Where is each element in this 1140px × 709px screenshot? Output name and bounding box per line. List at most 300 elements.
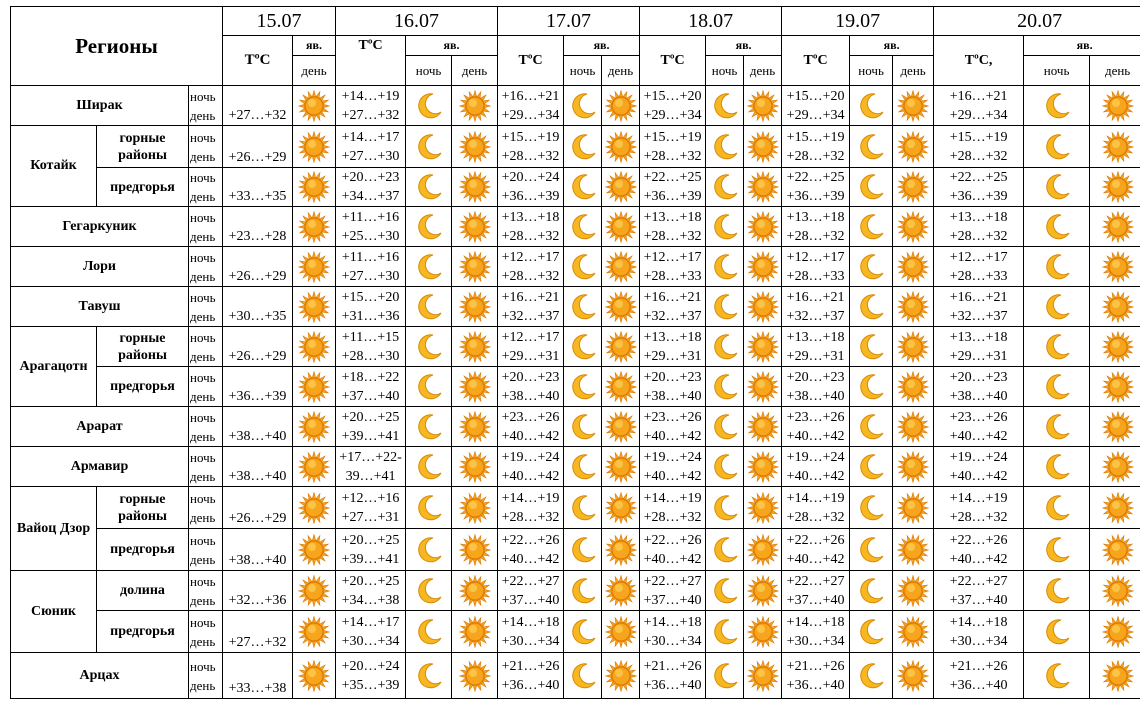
yav-header: яв.: [293, 36, 336, 56]
temp-range: [336, 407, 406, 447]
temp-range: [336, 367, 406, 407]
night-temp: +22…+26: [643, 532, 702, 548]
night-day-label: [189, 367, 223, 407]
temp-range: [640, 611, 706, 653]
night-temp: +21…+26: [501, 658, 560, 674]
night-temp: +22…+25: [786, 170, 845, 185]
subregion-name: предгорья: [97, 168, 189, 207]
day-temp: +27…+31: [341, 509, 400, 525]
night-header: ночь: [564, 56, 602, 86]
night-temp: +16…+21: [949, 289, 1008, 305]
table-row: [11, 611, 1140, 653]
night-temp: +20…+24: [501, 170, 560, 185]
night-day-label: [189, 247, 223, 287]
night-temp: +16…+21: [501, 88, 560, 104]
sun-icon: [744, 327, 782, 367]
sun-icon: [893, 447, 934, 487]
day-label: день: [190, 592, 216, 608]
sun-icon: [893, 247, 934, 287]
moon-icon: [706, 247, 744, 287]
sun-icon: [893, 327, 934, 367]
yav-header: яв.: [406, 36, 498, 56]
moon-icon: [1024, 487, 1090, 529]
regions-header: Регионы: [11, 7, 223, 86]
temp-range: [782, 653, 850, 699]
moon-icon: [564, 487, 602, 529]
day-label: день: [190, 677, 216, 693]
moon-icon: [564, 367, 602, 407]
moon-icon: [1024, 287, 1090, 327]
temp-range: [782, 287, 850, 327]
moon-icon: [406, 168, 452, 207]
moon-icon: [1024, 168, 1090, 207]
day-temp: +37…+40: [643, 592, 702, 608]
night-temp: +22…+26: [949, 532, 1008, 548]
temp-range: [782, 487, 850, 529]
night-temp: +13…+18: [643, 329, 702, 345]
date-header: 16.07: [336, 7, 498, 36]
sun-icon: [602, 126, 640, 168]
day-temp: +38…+40: [643, 388, 702, 404]
day-header: день: [893, 56, 934, 86]
moon-icon: [1024, 126, 1090, 168]
sun-icon: [602, 287, 640, 327]
temp-range: [498, 126, 564, 168]
temp-range: [934, 653, 1024, 699]
night-header: ночь: [850, 56, 893, 86]
sun-icon: [1090, 247, 1140, 287]
temp-range: [336, 207, 406, 247]
table-row: [11, 447, 1140, 487]
temp-range: [782, 207, 850, 247]
sun-icon: [744, 447, 782, 487]
date-header: 18.07: [640, 7, 782, 36]
sun-icon: [893, 86, 934, 126]
subregion-name: горные районы: [97, 327, 189, 367]
temp-range: [336, 287, 406, 327]
sun-icon: [893, 367, 934, 407]
moon-icon: [1024, 447, 1090, 487]
night-label: ночь: [190, 209, 216, 225]
night-temp: +22…+25: [643, 170, 702, 185]
moon-icon: [564, 168, 602, 207]
date-header: 15.07: [223, 7, 336, 36]
sun-icon: [1090, 287, 1140, 327]
sun-icon: [744, 287, 782, 327]
day-temp: +34…+37: [341, 189, 400, 204]
moon-icon: [406, 571, 452, 611]
sun-icon: [744, 367, 782, 407]
temp-range: [934, 487, 1024, 529]
temp-15-07: +33…+38: [223, 653, 293, 699]
temp-range: [498, 487, 564, 529]
day-temp: +40…+42: [949, 428, 1008, 444]
day-temp: +29…+34: [501, 107, 560, 123]
sun-icon: [1090, 653, 1140, 699]
subregion-name: предгорья: [97, 529, 189, 571]
temp-range: [640, 367, 706, 407]
moon-icon: [850, 327, 893, 367]
temp-range: [934, 367, 1024, 407]
night-temp: +19…+24: [786, 449, 845, 465]
day-temp: +28…+32: [501, 509, 560, 525]
sun-icon: [452, 207, 498, 247]
sun-icon: [452, 367, 498, 407]
yav-header: яв.: [564, 36, 640, 56]
moon-icon: [406, 86, 452, 126]
night-temp: +17…+22-: [339, 449, 402, 465]
day-temp: +28…+33: [786, 268, 845, 284]
temp-range: [336, 611, 406, 653]
night-day-label: [189, 653, 223, 699]
day-label: день: [190, 468, 216, 484]
night-temp: +12…+17: [786, 249, 845, 265]
night-day-label: [189, 529, 223, 571]
moon-icon: [1024, 571, 1090, 611]
temp-range: [934, 327, 1024, 367]
table-row: [11, 367, 1140, 407]
day-temp: +28…+32: [643, 509, 702, 525]
sun-icon: [1090, 168, 1140, 207]
day-temp: +35…+39: [341, 677, 400, 693]
temp-range: [640, 327, 706, 367]
sun-icon: [452, 86, 498, 126]
sun-icon: [293, 487, 336, 529]
day-temp: +32…+37: [786, 308, 845, 324]
day-temp: +40…+42: [949, 468, 1008, 484]
temp-range: [782, 168, 850, 207]
subregion-name: долина: [97, 571, 189, 611]
date-header: 20.07: [934, 7, 1140, 36]
day-temp: +27…+30: [341, 268, 400, 284]
day-temp: +28…+32: [786, 509, 845, 525]
night-day-label: [189, 287, 223, 327]
temp-range: [934, 287, 1024, 327]
sun-icon: [1090, 207, 1140, 247]
night-temp: +12…+16: [341, 490, 400, 506]
day-temp: +28…+32: [786, 148, 845, 164]
sun-icon: [893, 207, 934, 247]
temp-range: [640, 571, 706, 611]
night-temp: +19…+24: [949, 449, 1008, 465]
moon-icon: [564, 86, 602, 126]
region-name: Сюник: [11, 571, 97, 653]
temp-range: [934, 247, 1024, 287]
night-day-label: [189, 407, 223, 447]
day-temp: +28…+32: [786, 228, 845, 244]
temp-15-07: +33…+35: [223, 168, 293, 207]
temp-range: [782, 126, 850, 168]
sun-icon: [452, 571, 498, 611]
day-temp: +29…+34: [643, 107, 702, 123]
day-temp: +28…+33: [643, 268, 702, 284]
night-day-label: [189, 571, 223, 611]
night-temp: +13…+18: [643, 209, 702, 225]
sun-icon: [293, 168, 336, 207]
night-label: ночь: [190, 532, 216, 548]
night-temp: +21…+26: [643, 658, 702, 674]
temp-15-07: +38…+40: [223, 447, 293, 487]
date-header: 17.07: [498, 7, 640, 36]
night-temp: +16…+21: [643, 289, 702, 305]
moon-icon: [1024, 611, 1090, 653]
night-label: ночь: [190, 369, 216, 385]
temp-15-07: +26…+29: [223, 126, 293, 168]
region-name: Тавуш: [11, 287, 189, 327]
temp-range: [640, 487, 706, 529]
night-label: ночь: [190, 249, 216, 265]
moon-icon: [850, 367, 893, 407]
day-temp: +38…+40: [501, 388, 560, 404]
moon-icon: [1024, 207, 1090, 247]
moon-icon: [706, 126, 744, 168]
night-temp: +15…+19: [949, 129, 1008, 145]
region-name: Вайоц Дзор: [11, 487, 97, 571]
night-temp: +14…+19: [501, 490, 560, 506]
night-temp: +20…+24: [341, 658, 400, 674]
temp-15-07: +26…+29: [223, 487, 293, 529]
day-temp: +30…+34: [643, 633, 702, 649]
moon-icon: [406, 126, 452, 168]
night-temp: +20…+23: [341, 170, 400, 185]
day-header: день: [744, 56, 782, 86]
night-temp: +13…+18: [501, 209, 560, 225]
night-temp: +20…+23: [643, 369, 702, 385]
temp-range: [782, 327, 850, 367]
sun-icon: [452, 287, 498, 327]
temp-range: [640, 407, 706, 447]
night-temp: +22…+25: [949, 170, 1008, 185]
table-row: [11, 247, 1140, 287]
night-day-label: [189, 86, 223, 126]
moon-icon: [564, 287, 602, 327]
temp-range: [640, 287, 706, 327]
temp-15-07: +26…+29: [223, 247, 293, 287]
sun-icon: [893, 571, 934, 611]
moon-icon: [850, 126, 893, 168]
night-temp: +14…+19: [643, 490, 702, 506]
night-label: ночь: [190, 409, 216, 425]
moon-icon: [706, 529, 744, 571]
day-header: день: [1090, 56, 1140, 86]
sun-icon: [452, 327, 498, 367]
sun-icon: [1090, 86, 1140, 126]
table-row: [11, 168, 1140, 207]
night-label: ночь: [190, 490, 216, 506]
temp-range: [336, 327, 406, 367]
day-temp: +25…+30: [341, 228, 400, 244]
sun-icon: [744, 207, 782, 247]
sun-icon: [744, 407, 782, 447]
night-day-label: [189, 327, 223, 367]
night-temp: +13…+18: [949, 329, 1008, 345]
night-temp: +19…+24: [643, 449, 702, 465]
day-temp: +29…+31: [786, 348, 845, 364]
sun-icon: [1090, 487, 1140, 529]
night-temp: +14…+18: [501, 614, 560, 630]
night-temp: +20…+23: [949, 369, 1008, 385]
night-temp: +14…+17: [341, 129, 400, 145]
day-temp: +34…+38: [341, 592, 400, 608]
temp-range: [640, 86, 706, 126]
day-temp: +28…+32: [501, 148, 560, 164]
day-temp: +29…+31: [949, 348, 1008, 364]
night-day-label: [189, 447, 223, 487]
sun-icon: [893, 407, 934, 447]
temp-header: TºC: [336, 36, 406, 86]
sun-icon: [744, 529, 782, 571]
temp-range: [640, 207, 706, 247]
day-temp: +40…+42: [643, 428, 702, 444]
sun-icon: [293, 447, 336, 487]
moon-icon: [564, 247, 602, 287]
temp-header: TºC: [498, 36, 564, 86]
night-temp: +22…+27: [501, 573, 560, 589]
moon-icon: [850, 86, 893, 126]
moon-icon: [706, 207, 744, 247]
sun-icon: [744, 571, 782, 611]
table-row: [11, 207, 1140, 247]
temp-range: [336, 168, 406, 207]
sun-icon: [602, 653, 640, 699]
moon-icon: [1024, 407, 1090, 447]
day-temp: +27…+32: [341, 107, 400, 123]
night-temp: +11…+16: [341, 249, 400, 265]
night-day-label: [189, 126, 223, 168]
sun-icon: [893, 653, 934, 699]
day-temp: +28…+32: [949, 228, 1008, 244]
day-temp: +29…+34: [786, 107, 845, 123]
night-temp: +20…+25: [341, 573, 400, 589]
moon-icon: [706, 86, 744, 126]
day-temp: +38…+40: [949, 388, 1008, 404]
sun-icon: [293, 571, 336, 611]
night-temp: +20…+25: [341, 409, 400, 425]
temp-range: [782, 529, 850, 571]
temp-range: [336, 126, 406, 168]
temp-range: [498, 407, 564, 447]
day-label: день: [190, 268, 216, 284]
day-temp: +40…+42: [786, 551, 845, 567]
day-temp: +36…+39: [949, 189, 1008, 204]
sun-icon: [293, 126, 336, 168]
night-temp: +23…+26: [501, 409, 560, 425]
day-label: день: [190, 388, 216, 404]
moon-icon: [850, 571, 893, 611]
temp-range: [934, 407, 1024, 447]
temp-range: [934, 207, 1024, 247]
day-temp: +32…+37: [501, 308, 560, 324]
region-name: Армавир: [11, 447, 189, 487]
night-temp: +18…+22: [341, 369, 400, 385]
day-temp: +36…+39: [786, 189, 845, 204]
night-temp: +14…+18: [786, 614, 845, 630]
night-temp: +15…+20: [786, 88, 845, 104]
moon-icon: [564, 407, 602, 447]
temp-15-07: +27…+32: [223, 86, 293, 126]
sun-icon: [1090, 407, 1140, 447]
temp-range: [336, 529, 406, 571]
temp-range: [782, 407, 850, 447]
day-temp: +37…+40: [949, 592, 1008, 608]
moon-icon: [706, 168, 744, 207]
day-temp: +29…+31: [501, 348, 560, 364]
day-temp: +39…+41: [341, 551, 400, 567]
night-temp: +23…+26: [786, 409, 845, 425]
day-header: день: [602, 56, 640, 86]
temp-range: [498, 287, 564, 327]
day-temp: +40…+42: [643, 551, 702, 567]
sun-icon: [602, 86, 640, 126]
temp-range: [498, 611, 564, 653]
day-temp: +40…+42: [786, 468, 845, 484]
temp-range: [782, 247, 850, 287]
day-temp: +29…+31: [643, 348, 702, 364]
sun-icon: [452, 168, 498, 207]
sun-icon: [602, 487, 640, 529]
day-temp: +28…+32: [643, 228, 702, 244]
night-header: ночь: [406, 56, 452, 86]
sun-icon: [602, 611, 640, 653]
temp-range: [498, 247, 564, 287]
sun-icon: [452, 529, 498, 571]
sun-icon: [744, 168, 782, 207]
moon-icon: [564, 571, 602, 611]
temp-range: [498, 207, 564, 247]
table-row: [11, 529, 1140, 571]
sun-icon: [893, 287, 934, 327]
sun-icon: [293, 407, 336, 447]
sun-icon: [893, 487, 934, 529]
sun-icon: [893, 168, 934, 207]
day-temp: +36…+40: [949, 677, 1008, 693]
temp-range: [640, 653, 706, 699]
moon-icon: [850, 247, 893, 287]
sun-icon: [602, 247, 640, 287]
temp-range: [934, 611, 1024, 653]
temp-range: [498, 653, 564, 699]
night-label: ночь: [190, 449, 216, 465]
region-name: Ширак: [11, 86, 189, 126]
sun-icon: [744, 487, 782, 529]
temp-range: [934, 529, 1024, 571]
night-temp: +14…+18: [949, 614, 1008, 630]
region-name: Лори: [11, 247, 189, 287]
night-label: ночь: [190, 329, 216, 345]
moon-icon: [706, 611, 744, 653]
forecast-body: [11, 86, 1140, 699]
sun-icon: [602, 207, 640, 247]
region-name: Гегаркуник: [11, 207, 189, 247]
night-temp: +12…+17: [501, 329, 560, 345]
night-temp: +12…+17: [501, 249, 560, 265]
night-label: ночь: [190, 658, 216, 674]
sun-icon: [452, 407, 498, 447]
moon-icon: [1024, 653, 1090, 699]
day-label: день: [190, 148, 216, 164]
moon-icon: [706, 367, 744, 407]
night-temp: +15…+19: [501, 129, 560, 145]
temp-range: [934, 168, 1024, 207]
day-temp: +31…+36: [341, 308, 400, 324]
night-temp: +23…+26: [643, 409, 702, 425]
night-day-label: [189, 168, 223, 207]
sun-icon: [744, 247, 782, 287]
night-label: ночь: [190, 129, 216, 145]
moon-icon: [564, 447, 602, 487]
moon-icon: [406, 611, 452, 653]
temp-range: [498, 529, 564, 571]
